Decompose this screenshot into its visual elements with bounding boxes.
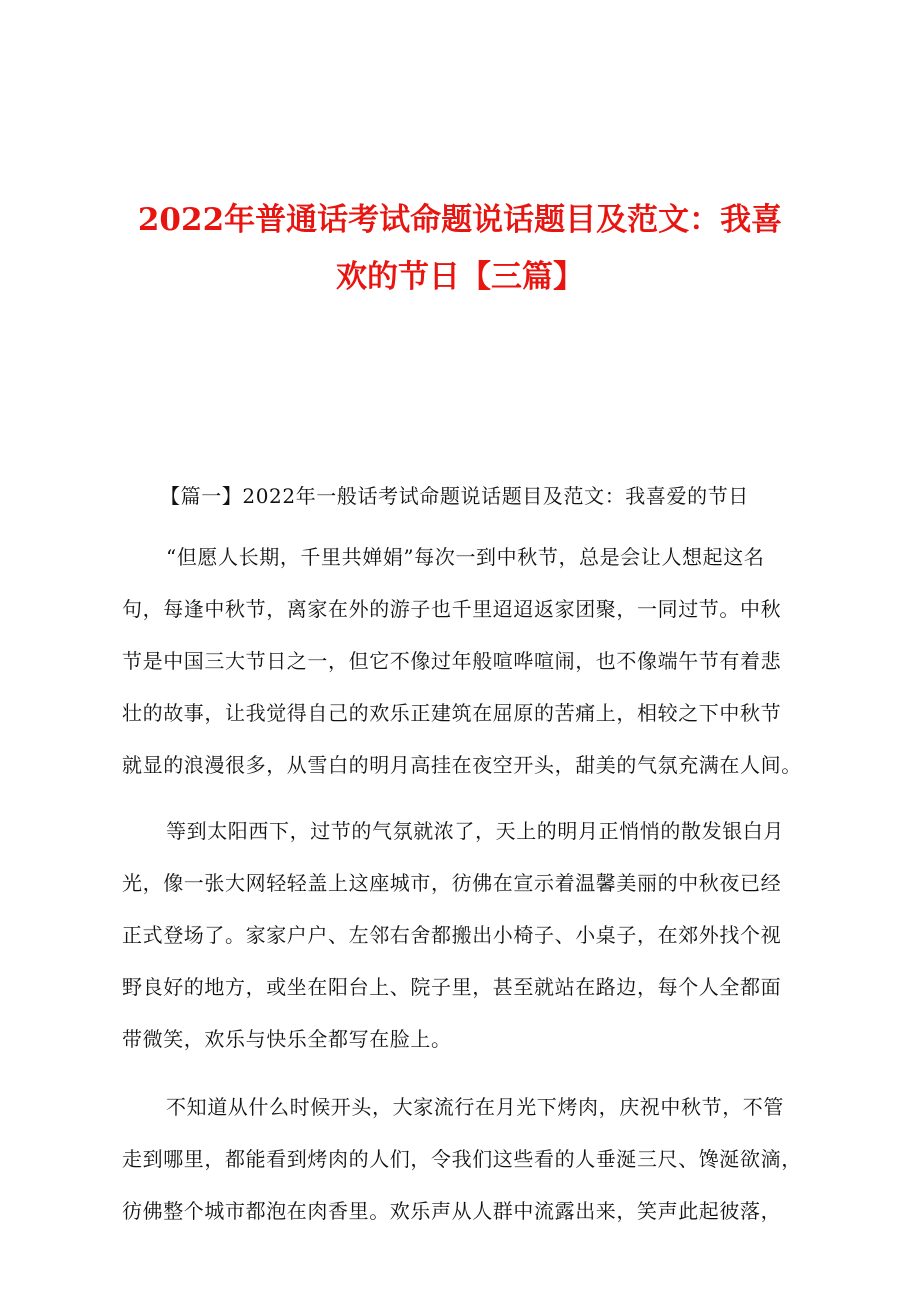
paragraph-line: “但愿人长期，千里共婵娟”每次一到中秋节，总是会让人想起这名 [166, 545, 765, 569]
paragraph-line: 不知道从什么时候开头，大家流行在月光下烤肉，庆祝中秋节，不管 [166, 1095, 784, 1119]
paragraph-line: 壮的故事，让我觉得自己的欢乐正建筑在屈原的苦痛上，相较之下中秋节 [122, 701, 782, 725]
paragraph-3 [122, 1081, 818, 1237]
paragraph-line: 光，像一张大网轻轻盖上这座城市，彷佛在宣示着温馨美丽的中秋夜已经 [122, 871, 782, 895]
paragraph-line: 正式登场了。家家户户、左邻右舍都搬出小椅子、小桌子，在郊外找个视 [122, 923, 782, 947]
paragraph-line: 走到哪里，都能看到烤肉的人们，令我们这些看的人垂涎三尺、馋涎欲滴， [122, 1147, 802, 1171]
document-title [90, 192, 830, 306]
paragraph-2 [122, 805, 818, 1065]
paragraph-line: 句，每逢中秋节，离家在外的游子也千里迢迢返家团聚，一同过节。中秋 [122, 597, 782, 621]
title-line-1: 2022年普通话考试命题说话题目及范文：我喜 [137, 202, 783, 238]
paragraph-line: 彷佛整个城市都泡在肉香里。欢乐声从人群中流露出来，笑声此起彼落， [122, 1199, 782, 1223]
section-heading: 【篇一】2022年一般话考试命题说话题目及范文：我喜爱的节日 [160, 484, 749, 508]
paragraph-line: 带微笑，欢乐与快乐全都写在脸上。 [122, 1027, 452, 1051]
paragraph-1 [122, 531, 818, 791]
paragraph-line: 野良好的地方，或坐在阳台上、院子里，甚至就站在路边，每个人全都面 [122, 975, 782, 999]
document-body [122, 478, 818, 1237]
paragraph-line: 节是中国三大节日之一，但它不像过年般喧哗喧闹，也不像端午节有着悲 [122, 649, 782, 673]
paragraph-line: 就显的浪漫很多，从雪白的明月高挂在夜空开头，甜美的气氛充满在人间。 [122, 753, 802, 777]
paragraph-line: 等到太阳西下，过节的气氛就浓了，天上的明月正悄悄的散发银白月 [166, 819, 784, 843]
title-line-2: 欢的节日【三篇】 [336, 259, 584, 295]
